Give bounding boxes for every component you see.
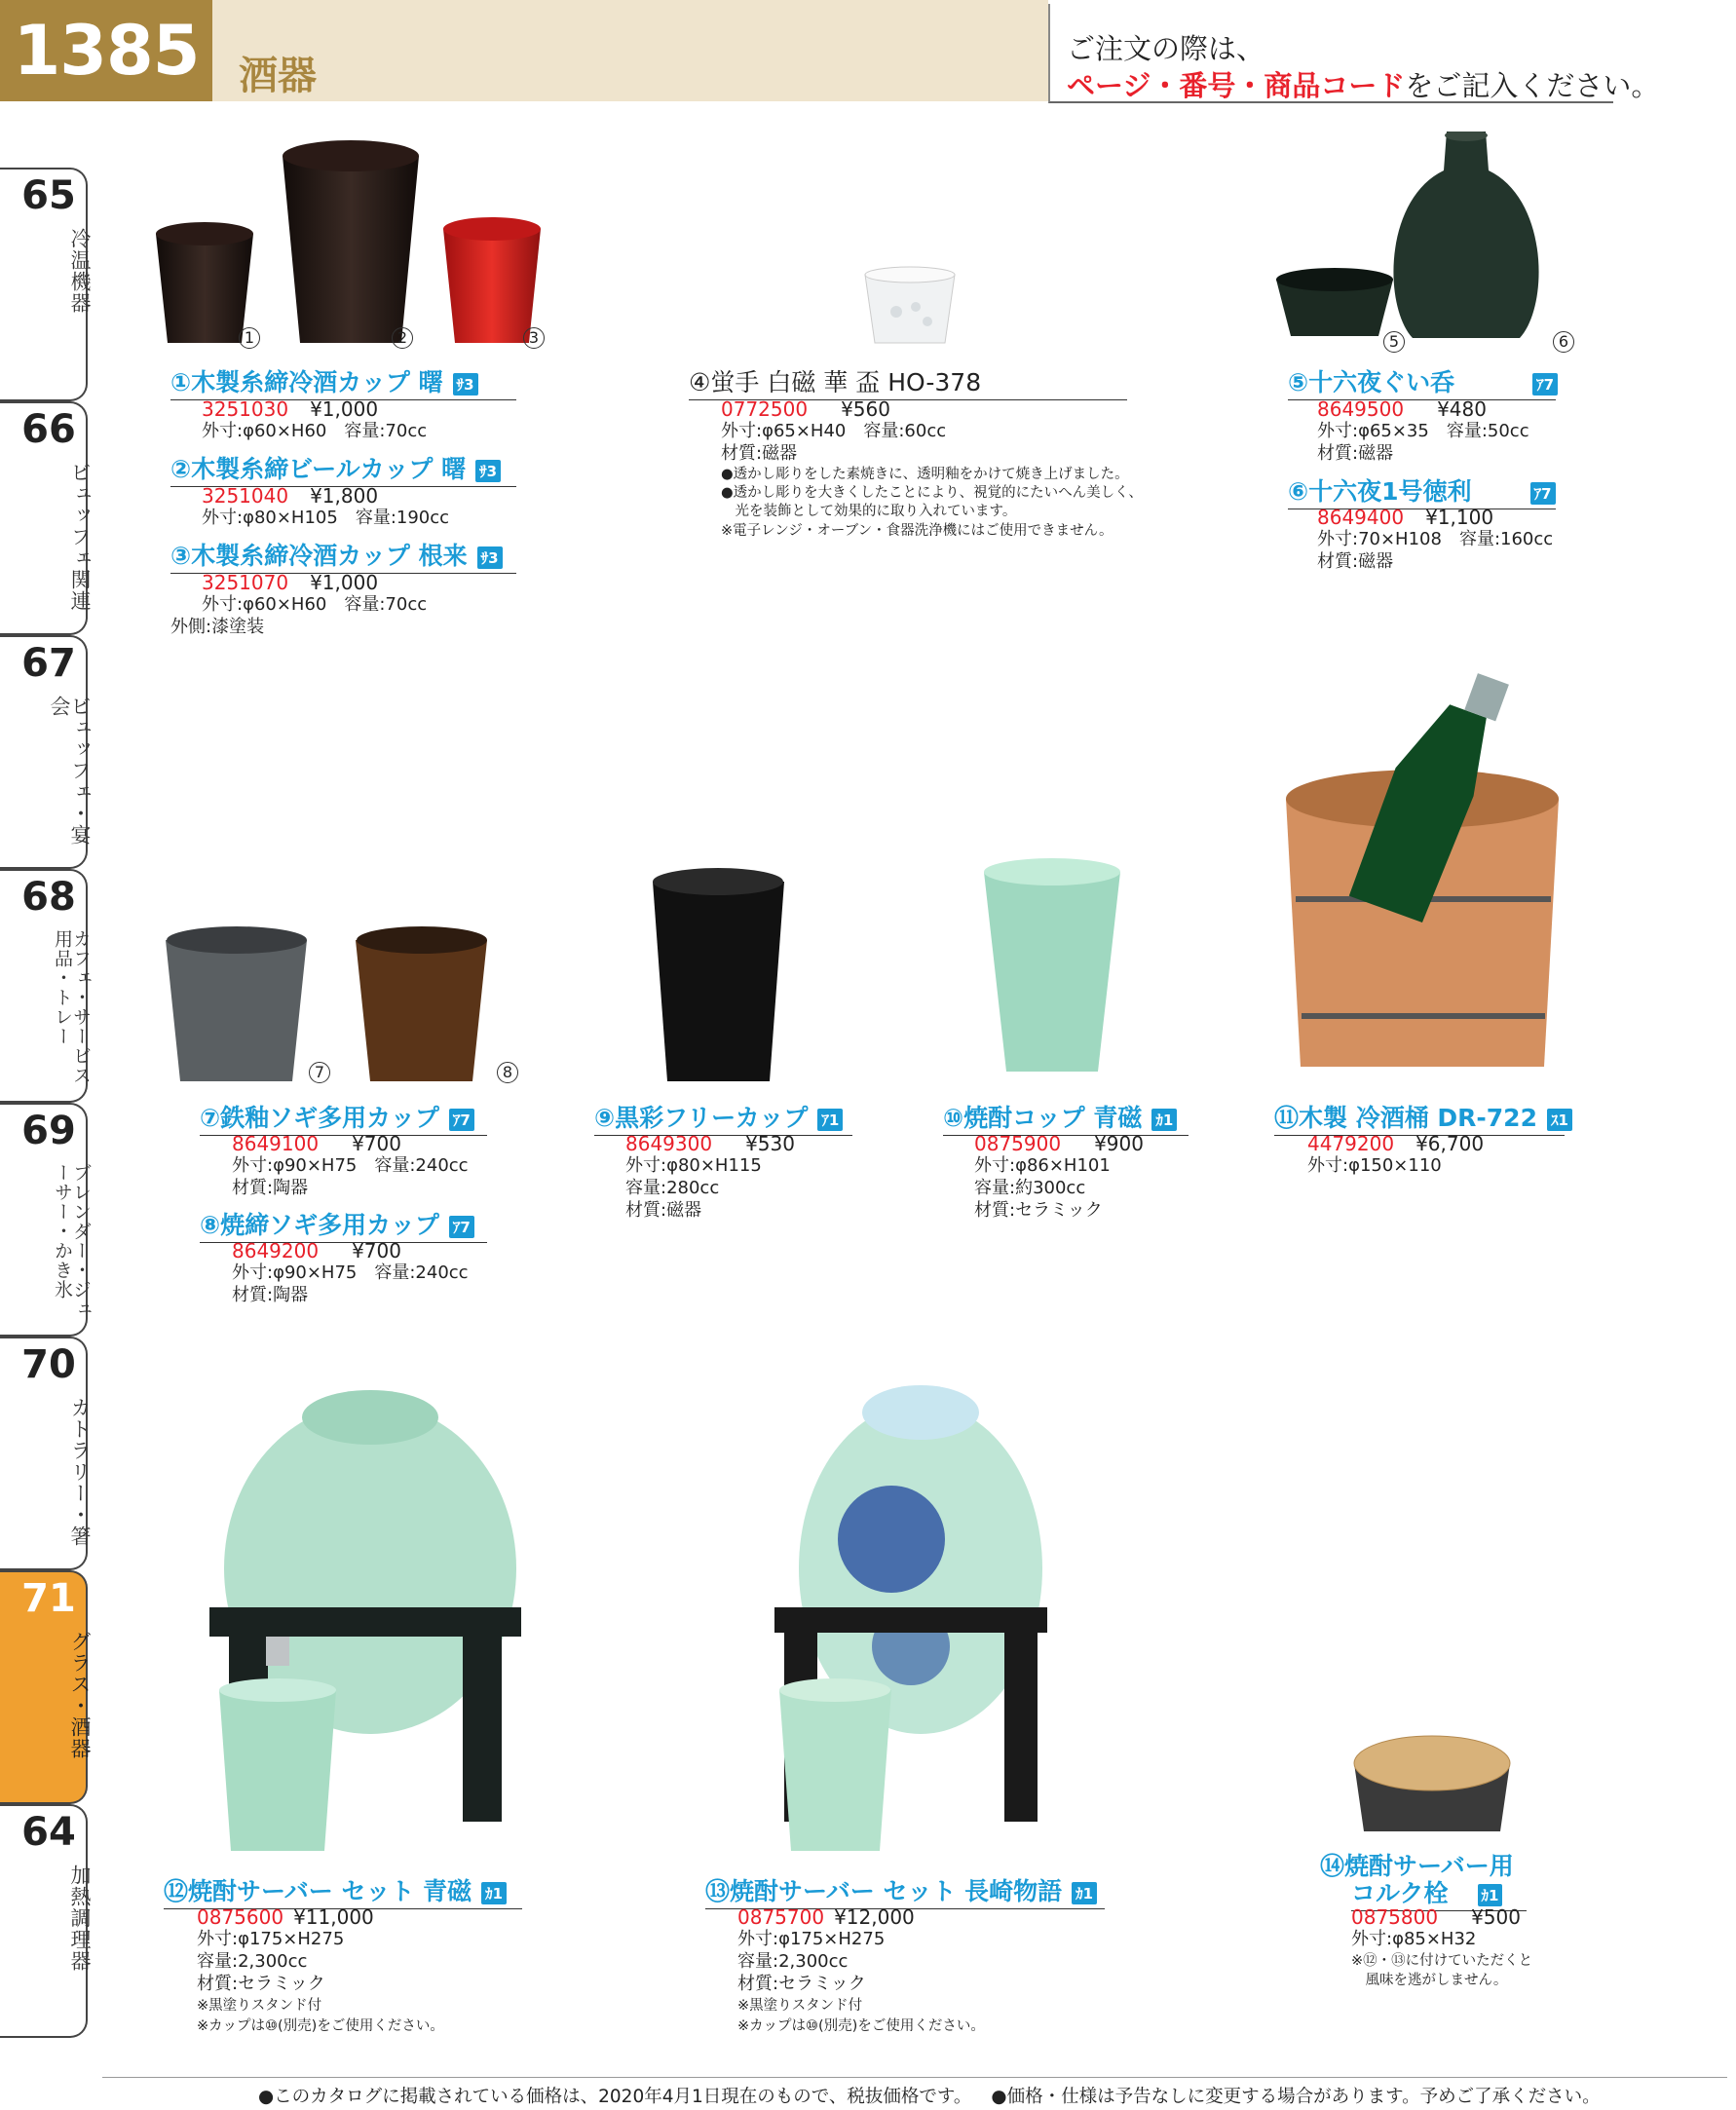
image-number: 6 [1553, 331, 1574, 353]
price: ¥1,000 [310, 397, 379, 421]
product-code-7 [232, 1132, 401, 1155]
code-text: 8649500 [1317, 397, 1405, 421]
product-material: 材質:磁器 [1317, 551, 1394, 572]
product-spec: 外寸:φ90×H75 容量:240cc [232, 1155, 469, 1176]
title-text: ②木製糸締ビールカップ 曙 [170, 455, 467, 483]
header-band [212, 0, 1048, 101]
product-note: ※カップは⑩(別売)をご使用ください。 [737, 2018, 985, 2034]
product-spec: 外寸:φ86×H101 [974, 1155, 1111, 1176]
image-number: 1 [239, 327, 260, 349]
supplier-badge: ｱ7 [449, 1216, 474, 1238]
price: ¥11,000 [293, 1905, 374, 1929]
product-capacity: 容量:2,300cc [737, 1951, 849, 1972]
product-material: 材質:陶器 [232, 1285, 309, 1305]
product-title-10 [943, 1099, 1189, 1136]
product-note: ※黒塗りスタンド付 [737, 1998, 863, 2014]
price: ¥700 [352, 1132, 401, 1155]
product-material: 材質:セラミック [737, 1974, 866, 1994]
price: ¥1,000 [310, 571, 379, 594]
product-material: 材質:陶器 [232, 1178, 309, 1198]
order-notice-line1: ご注文の際は、 [1067, 32, 1265, 65]
product-code-10 [974, 1132, 1144, 1155]
product-code-2 [202, 484, 378, 508]
product-material: 材質:磁器 [625, 1200, 702, 1221]
tab-66[interactable] [0, 401, 92, 635]
celadon-cup-image [979, 857, 1125, 1076]
tab-number: 70 [21, 1342, 76, 1387]
product-code-11 [1307, 1132, 1484, 1155]
product-note: 風味を逃がしません。 [1351, 1973, 1508, 1988]
product-spec: 外寸:70×H108 容量:160cc [1317, 529, 1554, 549]
title-text: ⑧焼締ソギ多用カップ [200, 1211, 439, 1239]
product-title-11 [1274, 1099, 1568, 1136]
product-title-14a: ⑭焼酎サーバー用 [1320, 1852, 1514, 1880]
title-text: ⑫焼酎サーバー セット 青磁 [164, 1877, 472, 1905]
price: ¥500 [1471, 1905, 1521, 1929]
ceramic-cups-image [161, 925, 492, 1086]
price: ¥560 [841, 397, 890, 421]
title-text: ⑩焼酎コップ 青磁 [943, 1104, 1143, 1132]
tab-64[interactable] [0, 1804, 92, 2038]
tab-label: 冷温機器 [68, 228, 92, 314]
product-code-4 [721, 397, 890, 421]
tab-label: グラス・酒器 [68, 1631, 92, 1759]
product-spec: 外寸:φ175×H275 [737, 1929, 886, 1949]
product-title-8 [200, 1206, 487, 1243]
title-text: ①木製糸締冷酒カップ 曙 [170, 368, 443, 396]
tab-label: 加熱調理器 [68, 1865, 92, 1972]
code-text: 3251030 [202, 397, 289, 421]
shochu-server-nagasaki-image [774, 1374, 1047, 1861]
supplier-badge: ｶ1 [1151, 1109, 1177, 1131]
notice-rest: をご記入ください。 [1405, 69, 1660, 102]
footer-text-1: ●このカタログに掲載されている価格は、2020年4月1日現在のもので、税抜価格です。 [258, 2087, 972, 2107]
price: ¥700 [352, 1239, 401, 1262]
product-spec-extra: 外側:漆塗装 [170, 617, 265, 637]
code-text: 3251040 [202, 484, 289, 508]
product-material: 材質:磁器 [1317, 443, 1394, 464]
cork-stopper-image [1344, 1724, 1520, 1841]
product-title-2 [170, 450, 516, 487]
page-number: 1385 [0, 0, 212, 101]
supplier-badge: ｻ3 [477, 546, 503, 569]
code-text: 8649100 [232, 1132, 320, 1155]
tab-number: 66 [21, 407, 76, 452]
title-text: ③木製糸締冷酒カップ 根来 [170, 542, 468, 570]
product-capacity: 容量:約300cc [974, 1178, 1086, 1198]
product-note: ※黒塗りスタンド付 [197, 1998, 322, 2014]
image-number: 7 [309, 1062, 330, 1083]
code-text: 0772500 [721, 397, 809, 421]
product-note: ※電子レンジ・オーブン・食器洗浄機にはご使用できません。 [721, 523, 1113, 539]
product-capacity: 容量:280cc [625, 1178, 720, 1198]
product-title-7 [200, 1099, 487, 1136]
supplier-badge: ｻ3 [453, 373, 478, 396]
code-text: 0875700 [737, 1905, 825, 1929]
tab-number: 71 [21, 1576, 76, 1621]
product-spec: 外寸:φ90×H75 容量:240cc [232, 1262, 469, 1283]
product-note: ●透かし彫りをした素焼きに、透明釉をかけて焼き上げました。 [721, 467, 1129, 482]
sake-cooler-image [1266, 662, 1578, 1076]
title-text: ⑦鉄釉ソギ多用カップ [200, 1104, 439, 1132]
title-text: ⑬焼酎サーバー セット 長崎物語 [705, 1877, 1063, 1905]
product-spec: 外寸:φ60×H60 容量:70cc [202, 594, 428, 615]
code-text: 8649200 [232, 1239, 320, 1262]
supplier-badge: ｽ1 [1547, 1109, 1572, 1131]
supplier-badge: ｱ7 [449, 1109, 474, 1131]
tab-number: 69 [21, 1109, 76, 1153]
price: ¥480 [1437, 397, 1487, 421]
tab-label: カフェ・サービス用品・トレー [52, 929, 92, 1085]
product-code-9 [625, 1132, 795, 1155]
product-spec: 外寸:φ60×H60 容量:70cc [202, 421, 428, 441]
title-text: ⑤十六夜ぐい呑 [1288, 368, 1455, 396]
supplier-badge: ｱ7 [1532, 373, 1558, 396]
product-code-6 [1317, 506, 1493, 529]
product-code-1 [202, 397, 378, 421]
product-code-14 [1351, 1905, 1521, 1929]
code-text: 4479200 [1307, 1132, 1395, 1155]
product-title-9 [594, 1099, 852, 1136]
tab-70[interactable] [0, 1337, 92, 1570]
tab-71-active[interactable] [0, 1570, 92, 1804]
code-text: 8649400 [1317, 506, 1405, 529]
tab-number: 67 [21, 641, 76, 686]
supplier-badge: ｶ1 [1478, 1884, 1503, 1906]
order-notice-line2 [1067, 64, 1659, 104]
tab-label: ビュッフェ・宴会 [48, 696, 92, 846]
image-number: 2 [392, 327, 413, 349]
product-code-8 [232, 1239, 401, 1262]
image-number: 8 [497, 1062, 518, 1083]
tab-label: ブレンダー・ジューサー・かき氷 [52, 1163, 92, 1319]
price: ¥12,000 [834, 1905, 915, 1929]
price: ¥530 [745, 1132, 795, 1155]
product-spec: 外寸:φ65×35 容量:50cc [1317, 421, 1529, 441]
supplier-badge: ｶ1 [481, 1882, 507, 1904]
tab-label: カトラリー・箸 [68, 1397, 92, 1547]
section-title: 酒器 [239, 54, 317, 98]
black-cup-image [648, 867, 794, 1086]
supplier-badge: ｱ7 [1530, 482, 1556, 505]
notice-highlight: ページ・番号・商品コード [1067, 69, 1406, 102]
product-code-3 [202, 571, 378, 594]
sake-bottle-image [1266, 132, 1559, 346]
tab-number: 64 [21, 1810, 76, 1855]
footer-text-2: ●価格・仕様は予告なしに変更する場合があります。予めご了承ください。 [991, 2087, 1601, 2107]
code-text: 3251070 [202, 571, 289, 594]
tab-69[interactable] [0, 1103, 92, 1337]
product-code-13 [737, 1905, 915, 1929]
sake-cups-image [136, 136, 565, 360]
footer-notice [258, 2083, 1601, 2108]
product-title-1 [170, 363, 516, 400]
product-title-12 [164, 1872, 522, 1909]
product-code-5 [1317, 397, 1487, 421]
tab-65[interactable] [0, 168, 92, 401]
code-text: 8649300 [625, 1132, 713, 1155]
title-text: ⑥十六夜1号徳利 [1288, 477, 1472, 506]
white-cup-image [857, 263, 964, 351]
product-material: 材質:セラミック [197, 1974, 325, 1994]
product-title-4: ④蛍手 白磁 華 盃 HO-378 [689, 363, 1127, 400]
product-code-12 [197, 1905, 374, 1929]
product-spec: 外寸:φ65×H40 容量:60cc [721, 421, 947, 441]
product-spec: 外寸:φ80×H105 容量:190cc [202, 508, 450, 528]
title-text: ⑪木製 冷酒桶 DR-722 [1274, 1104, 1537, 1132]
price: ¥6,700 [1415, 1132, 1485, 1155]
product-note: ●透かし彫りを大きくしたことにより、視覚的にたいへん美しく、 [721, 485, 1143, 501]
product-title-13 [705, 1872, 1105, 1909]
product-title-3 [170, 537, 516, 574]
product-note: ※カップは⑩(別売)をご使用ください。 [197, 2018, 444, 2034]
tab-label: ビュッフェ関連 [68, 462, 92, 612]
product-note: ※⑫・⑬に付けていただくと [1351, 1953, 1533, 1969]
title-text: ⑨黒彩フリーカップ [594, 1104, 809, 1132]
shochu-server-celadon-image [209, 1374, 521, 1861]
price: ¥900 [1094, 1132, 1144, 1155]
product-spec: 外寸:φ150×110 [1307, 1155, 1442, 1176]
title-text: コルク栓 [1351, 1879, 1449, 1907]
supplier-badge: ｻ3 [475, 460, 501, 482]
image-number: 5 [1383, 331, 1405, 353]
image-number: 3 [523, 327, 545, 349]
product-material: 材質:セラミック [974, 1200, 1103, 1221]
product-spec: 外寸:φ175×H275 [197, 1929, 345, 1949]
code-text: 0875800 [1351, 1905, 1439, 1929]
product-material: 材質:磁器 [721, 443, 798, 464]
product-capacity: 容量:2,300cc [197, 1951, 308, 1972]
supplier-badge: ｶ1 [1072, 1882, 1097, 1904]
product-spec: 外寸:φ85×H32 [1351, 1929, 1477, 1949]
price: ¥1,800 [310, 484, 379, 508]
price: ¥1,100 [1425, 506, 1494, 529]
tab-68[interactable] [0, 869, 92, 1103]
footer-divider [102, 2077, 1727, 2078]
tab-67[interactable] [0, 635, 92, 869]
tab-number: 65 [21, 173, 76, 218]
product-note: 光を装飾として効果的に取り入れています。 [721, 504, 1017, 519]
code-text: 0875600 [197, 1905, 284, 1929]
product-spec: 外寸:φ80×H115 [625, 1155, 762, 1176]
code-text: 0875900 [974, 1132, 1062, 1155]
tab-number: 68 [21, 875, 76, 920]
product-title-6 [1288, 472, 1556, 509]
product-title-5 [1288, 363, 1556, 400]
supplier-badge: ｱ1 [817, 1109, 843, 1131]
